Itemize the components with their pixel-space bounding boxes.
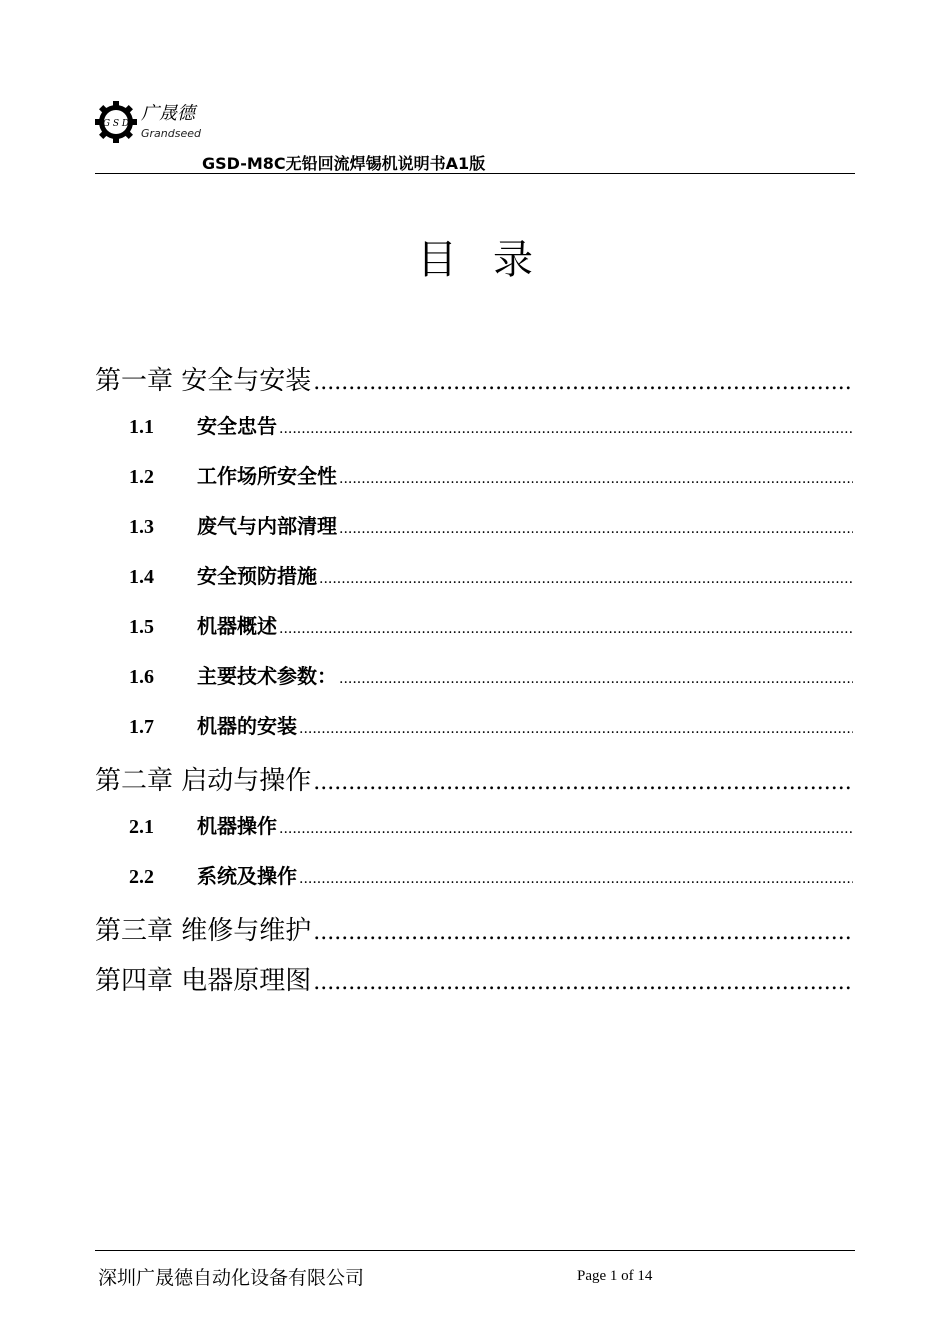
toc-section-entry[interactable] [95,560,853,589]
footer-company-name: 深圳广晟德自动化设备有限公司 [98,1267,365,1289]
toc-entry-label: 工作场所安全性 [197,464,337,488]
toc-section-entry[interactable] [95,660,853,689]
logo-name-en: Grandseed [141,127,201,140]
toc-dot-leader [313,970,853,995]
toc-dot-leader [319,571,853,587]
toc-entry-label: 安全预防措施 [197,564,317,588]
toc-dot-leader [339,471,853,487]
toc-chapter-entry[interactable] [95,360,853,397]
header-divider [95,173,855,174]
toc-entry-label: 主要技术参数： [197,664,337,688]
toc-entry-label: 机器的安装 [197,714,297,738]
toc-dot-leader [299,721,853,737]
toc-dot-leader [313,920,853,945]
toc-chapter-entry[interactable] [95,760,853,797]
toc-chapter-entry[interactable] [95,960,853,997]
toc-section-number: 1.7 [129,716,154,738]
document-title: GSD-M8C无铅回流焊锡机说明书A1版 [202,154,486,173]
toc-entry-label: 废气与内部清理 [197,514,337,538]
toc-section-entry[interactable] [95,860,853,889]
gear-icon [95,101,137,143]
toc-dot-leader [339,671,853,687]
toc-chapter-entry[interactable] [95,910,853,947]
toc-entry-label: 第一章 安全与安装 [95,366,312,396]
toc-dot-leader [313,370,853,395]
toc-entry-label: 第二章 启动与操作 [95,766,312,796]
toc-section-number: 1.3 [129,516,154,538]
footer-divider [95,1250,855,1251]
toc-entry-label: 系统及操作 [197,864,297,888]
toc-dot-leader [339,521,853,537]
toc-section-entry[interactable] [95,460,853,489]
toc-section-number: 1.2 [129,466,154,488]
toc-section-number: 1.4 [129,566,154,588]
toc-section-entry[interactable] [95,410,853,439]
toc-dot-leader [313,770,853,795]
toc-section-number: 2.2 [129,866,154,888]
toc-section-entry[interactable] [95,810,853,839]
toc-section-entry[interactable] [95,510,853,539]
toc-dot-leader [299,871,853,887]
toc-dot-leader [279,821,853,837]
toc-dot-leader [279,621,853,637]
logo-emblem-text: G S D [102,119,130,129]
toc-entry-label: 第四章 电器原理图 [95,966,312,996]
toc-section-entry[interactable] [95,710,853,739]
toc-entry-label: 第三章 维修与维护 [95,916,312,946]
toc-section-number: 2.1 [129,816,154,838]
toc-section-number: 1.6 [129,666,154,688]
toc-heading: 目录 [417,237,569,283]
toc-section-number: 1.5 [129,616,154,638]
toc-section-number: 1.1 [129,416,154,438]
toc-entry-label: 机器操作 [197,814,277,838]
footer-page-number: Page 1 of 14 [577,1268,653,1284]
toc-entry-label: 机器概述 [197,614,277,638]
logo-name-cn: 广晟德 [141,103,195,124]
toc-dot-leader [279,421,853,437]
company-logo [95,99,215,151]
toc-entry-label: 安全忠告 [197,414,277,438]
toc-section-entry[interactable] [95,610,853,639]
